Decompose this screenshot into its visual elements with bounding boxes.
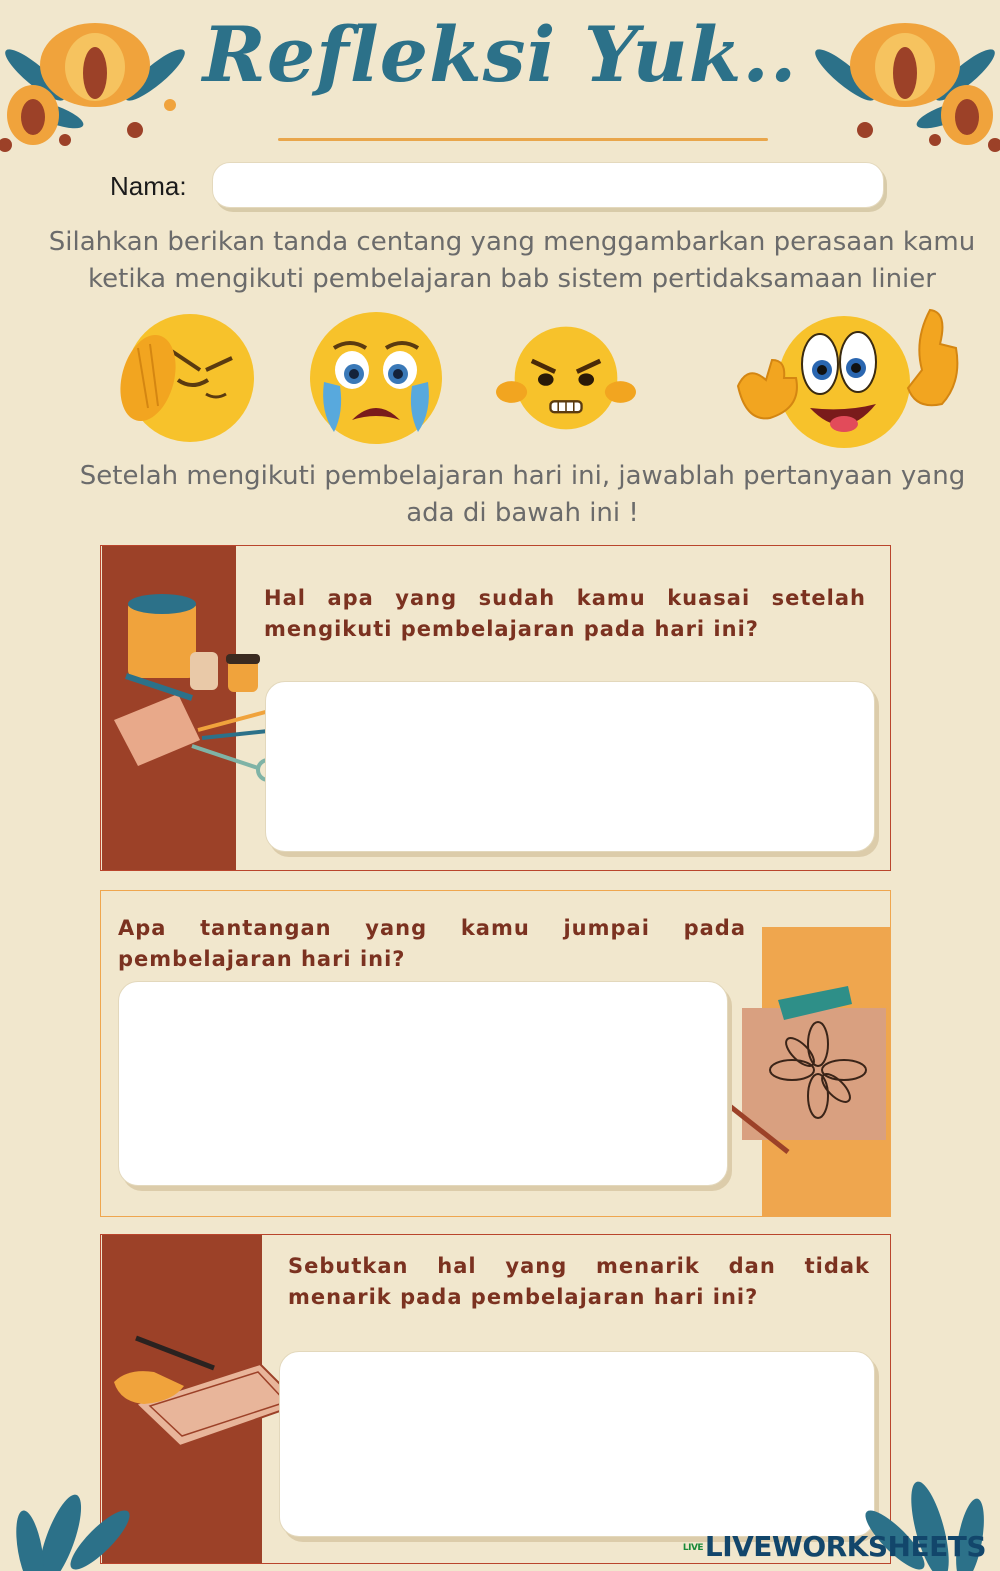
liveworksheets-logo xyxy=(683,1530,986,1563)
angry-emoji-icon[interactable] xyxy=(496,308,636,448)
question-1-text: Hal apa yang sudah kamu kuasai setelah mengikuti pembelajaran pada hari ini? xyxy=(264,586,866,641)
question-2-text: Apa tantangan yang kamu jumpai pada pembelajaran hari ini? xyxy=(118,916,746,971)
feeling-instruction-line-1: Silahkan berikan tanda centang yang menggambarkan perasaan kamu xyxy=(48,227,976,257)
name-input[interactable] xyxy=(212,162,884,208)
question-3-text: Sebutkan hal yang menarik dan tidak menarik pada pembelajaran hari ini? xyxy=(288,1254,870,1309)
answer-1-textarea[interactable] xyxy=(265,681,875,852)
question-instruction xyxy=(60,458,985,532)
live-badge-icon: LIVE xyxy=(682,1543,704,1553)
crying-emoji-icon[interactable] xyxy=(306,308,446,448)
liveworksheets-text: LIVEWORKSHEETS xyxy=(704,1530,986,1563)
answer-2-textarea[interactable] xyxy=(118,981,728,1186)
leaf-corner-bottom-left xyxy=(0,1470,160,1571)
title-underline xyxy=(278,138,768,141)
question-instruction-line-2: ada di bawah ini ! xyxy=(406,498,639,528)
facepalm-emoji-icon[interactable] xyxy=(118,308,258,448)
happy-thumbs-up-emoji-icon[interactable] xyxy=(726,300,966,452)
feeling-instruction-line-2: ketika mengikuti pembelajaran bab sistem pertidaksamaan linier xyxy=(88,264,936,294)
name-label: Nama: xyxy=(110,171,187,201)
question-instruction-line-1: Setelah mengikuti pembelajaran hari ini, jawablah pertanyaan yang xyxy=(79,461,966,491)
feeling-instruction xyxy=(30,224,994,298)
page-title: Refleksi Yuk.. xyxy=(202,10,798,99)
answer-3-textarea[interactable] xyxy=(279,1351,875,1537)
